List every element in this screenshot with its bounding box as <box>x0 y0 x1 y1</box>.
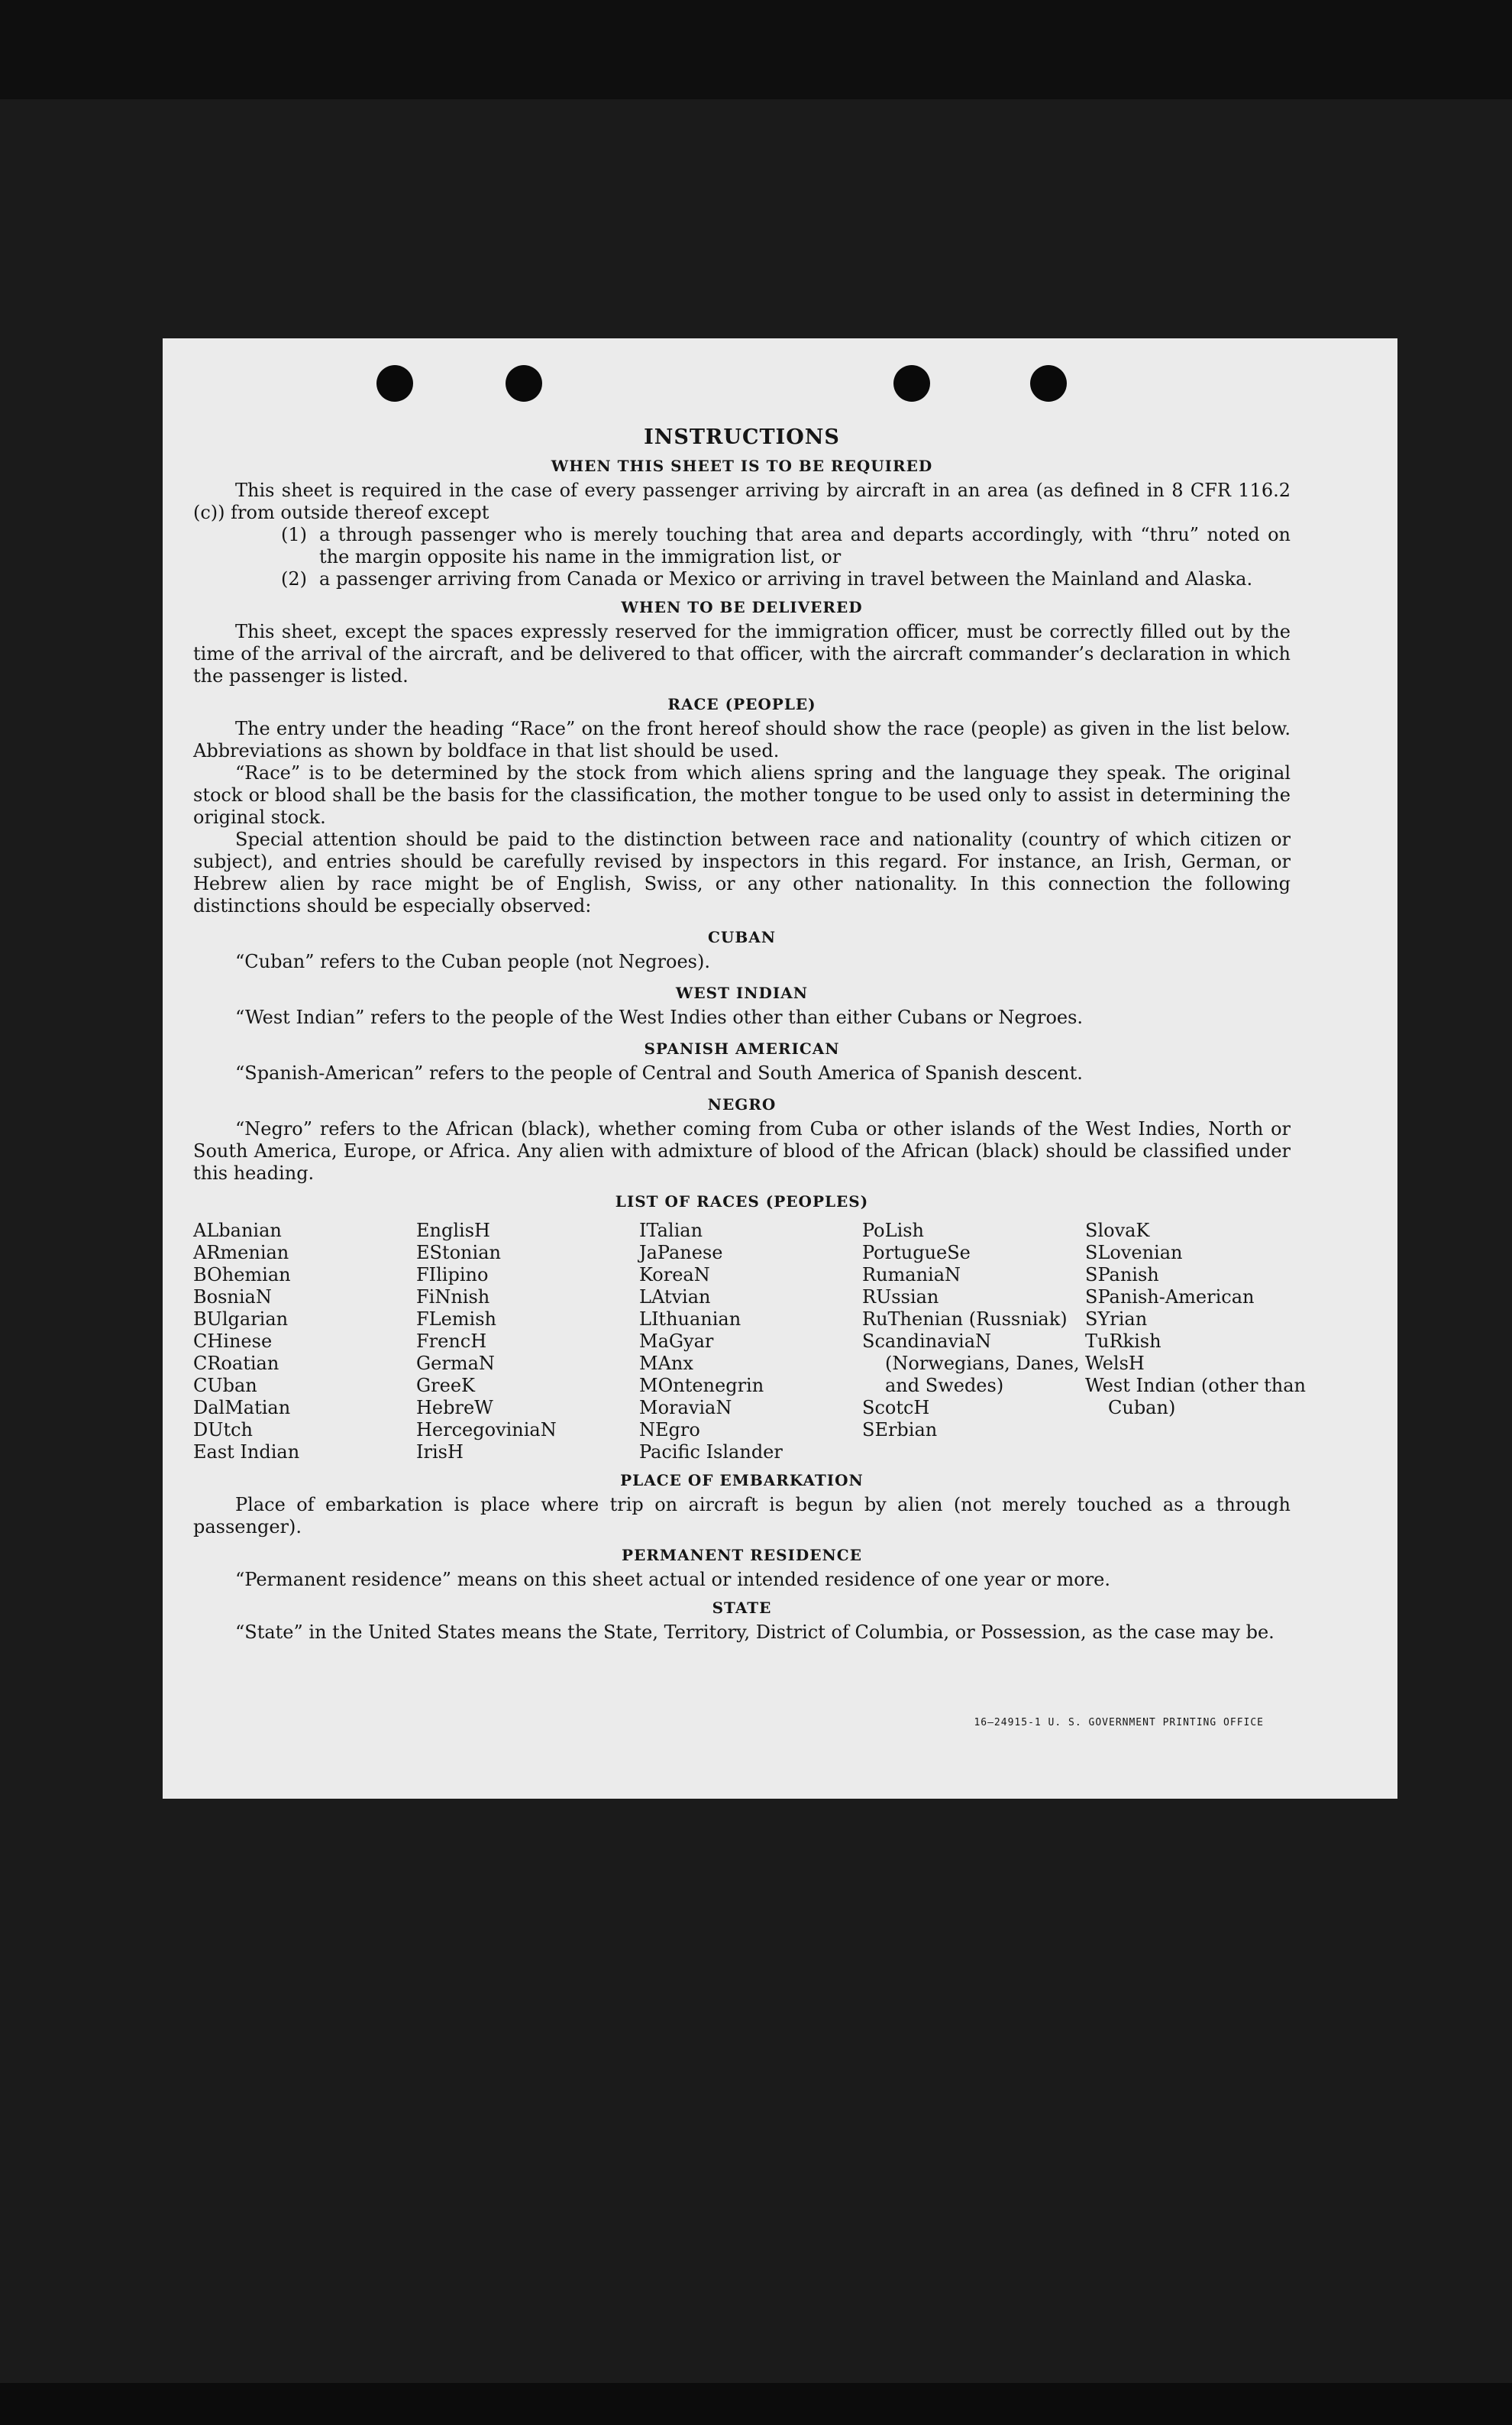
race-entry: ScotcH <box>862 1397 930 1418</box>
section-heading-residence: PERMANENT RESIDENCE <box>622 1546 862 1564</box>
race-entry: SPanish-American <box>1085 1286 1255 1308</box>
list-item <box>193 568 1291 590</box>
races-table <box>193 1220 1306 1463</box>
race-entry: JaPanese <box>639 1242 723 1263</box>
race-entry: CRoatian <box>193 1353 279 1374</box>
race-entry: ScandinaviaN (Norwegians, Danes, and Swedes) <box>862 1331 1080 1396</box>
races-column <box>1085 1220 1314 1463</box>
section-heading-embarkation: PLACE OF EMBARKATION <box>620 1471 864 1489</box>
section-heading-negro: NEGRO <box>707 1095 777 1114</box>
race-entry: GermaN <box>416 1353 495 1374</box>
race-entry: EStonian <box>416 1242 501 1263</box>
race-entry: HebreW <box>416 1397 493 1418</box>
film-border-bottom <box>0 2383 1512 2425</box>
list-item <box>193 524 1291 568</box>
section-heading-list-of-races: LIST OF RACES (PEOPLES) <box>615 1192 869 1211</box>
race-entry: FLemish <box>416 1308 496 1330</box>
race-entry: PoLish <box>862 1220 925 1241</box>
race-entry: DalMatian <box>193 1397 291 1418</box>
race-entry: RUssian <box>862 1286 939 1308</box>
race-entry: HercegoviniaN <box>416 1419 557 1440</box>
delivered-text: This sheet, except the spaces expressly reserved for the immigration officer, must be correctly filled out by the time of the arrival of the aircraft, and be delivered to that officer, with the aircraft commander’s declaration in which the passenger is listed. <box>193 621 1291 687</box>
race-entry: WelsH <box>1085 1353 1145 1374</box>
section-heading-race: RACE (PEOPLE) <box>667 695 816 713</box>
section-heading-required: WHEN THIS SHEET IS TO BE REQUIRED <box>551 457 933 475</box>
punch-hole <box>893 365 930 402</box>
race-entry: EnglisH <box>416 1220 490 1241</box>
negro-text: “Negro” refers to the African (black), whether coming from Cuba or other islands of the West Indies, North or South America, Europe, or Africa. Any alien with admixture of blood of the African (black) should be classified under this heading. <box>193 1118 1291 1184</box>
races-column <box>193 1220 416 1463</box>
required-text: This sheet is required in the case of every passenger arriving by aircraft in an area (as defined in 8 CFR 116.2 (c)) from outside thereof except <box>193 480 1291 523</box>
race-entry: RumaniaN <box>862 1264 961 1285</box>
race-entry: SYrian <box>1085 1308 1148 1330</box>
race-entry: BOhemian <box>193 1264 291 1285</box>
race-entry: ALbanian <box>193 1220 282 1241</box>
state-text: “State” in the United States means the State, Territory, District of Columbia, or Possession, as the case may be. <box>235 1622 1275 1643</box>
race-entry: KoreaN <box>639 1264 710 1285</box>
race-entry: IrisH <box>416 1441 464 1463</box>
race-entry: BUlgarian <box>193 1308 289 1330</box>
race-entry: SErbian <box>862 1419 938 1440</box>
film-border-top <box>0 0 1512 99</box>
section-heading-spanish-american: SPANISH AMERICAN <box>644 1040 840 1058</box>
page-title: INSTRUCTIONS <box>644 425 840 449</box>
race-entry: MoraviaN <box>639 1397 732 1418</box>
race-entry: MOntenegrin <box>639 1375 764 1396</box>
race-entry: GreeK <box>416 1375 475 1396</box>
spanish-american-text: “Spanish-American” refers to the people of Central and South America of Spanish descent. <box>235 1062 1083 1084</box>
instruction-sheet <box>163 338 1397 1799</box>
races-column <box>862 1220 1085 1463</box>
race-entry: MAnx <box>639 1353 693 1374</box>
residence-text: “Permanent residence” means on this sheet actual or intended residence of one year or more. <box>235 1569 1110 1590</box>
race-entry: ARmenian <box>193 1242 289 1263</box>
race-paragraph: Special attention should be paid to the distinction between race and nationality (country of which citizen or subject), and entries should be carefully revised by inspectors in this regard. For instance, an Irish, German, or Hebrew alien by race might be of English, Swiss, or any other nationality. In this connection the following distinctions should be especially observed: <box>193 829 1291 917</box>
race-paragraph: “Race” is to be determined by the stock from which aliens spring and the language they speak. The original stock or blood shall be the basis for the classification, the mother tongue to be used only to assist in determining the original stock. <box>193 762 1291 828</box>
races-column <box>639 1220 862 1463</box>
item-number: (1) <box>281 524 307 545</box>
race-entry: SLovenian <box>1085 1242 1183 1263</box>
race-entry: FrencH <box>416 1331 487 1352</box>
race-entry: SlovaK <box>1085 1220 1150 1241</box>
race-entry: CHinese <box>193 1331 273 1352</box>
race-entry: FIlipino <box>416 1264 489 1285</box>
race-paragraph: The entry under the heading “Race” on the front hereof should show the race (people) as given in the list below. Abbreviations as shown by boldface in that list should be used. <box>193 718 1291 761</box>
races-column <box>416 1220 639 1463</box>
section-heading-state: STATE <box>712 1599 772 1617</box>
race-entry: RuThenian (Russniak) <box>862 1308 1068 1330</box>
race-entry: PortugueSe <box>862 1242 971 1263</box>
section-heading-delivered: WHEN TO BE DELIVERED <box>621 598 863 616</box>
race-entry: BosniaN <box>193 1286 272 1308</box>
item-text: a passenger arriving from Canada or Mexico or arriving in travel between the Mainland and Alaska. <box>319 568 1253 590</box>
race-entry: LAtvian <box>639 1286 711 1308</box>
race-entry: MaGyar <box>639 1331 714 1352</box>
race-entry: NEgro <box>639 1419 700 1440</box>
race-entry: SPanish <box>1085 1264 1159 1285</box>
punch-hole <box>376 365 413 402</box>
punch-hole <box>506 365 542 402</box>
punch-hole <box>1030 365 1067 402</box>
section-heading-cuban: CUBAN <box>707 928 777 946</box>
race-entry: East Indian <box>193 1441 300 1463</box>
item-text: a through passenger who is merely touching that area and departs accordingly, with “thru” noted on the margin opposite his name in the immigration list, or <box>319 524 1291 567</box>
embarkation-text: Place of embarkation is place where trip on aircraft is begun by alien (not merely touched as a through passenger). <box>193 1494 1291 1537</box>
race-entry: FiNnish <box>416 1286 490 1308</box>
race-entry: LIthuanian <box>639 1308 741 1330</box>
race-entry: West Indian (other than Cuban) <box>1085 1375 1306 1418</box>
west-indian-text: “West Indian” refers to the people of the West Indies other than either Cubans or Negroes. <box>235 1007 1084 1028</box>
section-heading-west-indian: WEST INDIAN <box>675 984 809 1002</box>
race-entry: CUban <box>193 1375 257 1396</box>
race-entry: Pacific Islander <box>639 1441 783 1463</box>
cuban-text: “Cuban” refers to the Cuban people (not Negroes). <box>235 951 710 972</box>
race-entry: ITalian <box>639 1220 703 1241</box>
race-entry: DUtch <box>193 1419 254 1440</box>
race-entry: TuRkish <box>1085 1331 1161 1352</box>
item-number: (2) <box>281 568 307 590</box>
printing-office-code: 16—24915-1 U. S. GOVERNMENT PRINTING OFFICE <box>974 1717 1264 1728</box>
